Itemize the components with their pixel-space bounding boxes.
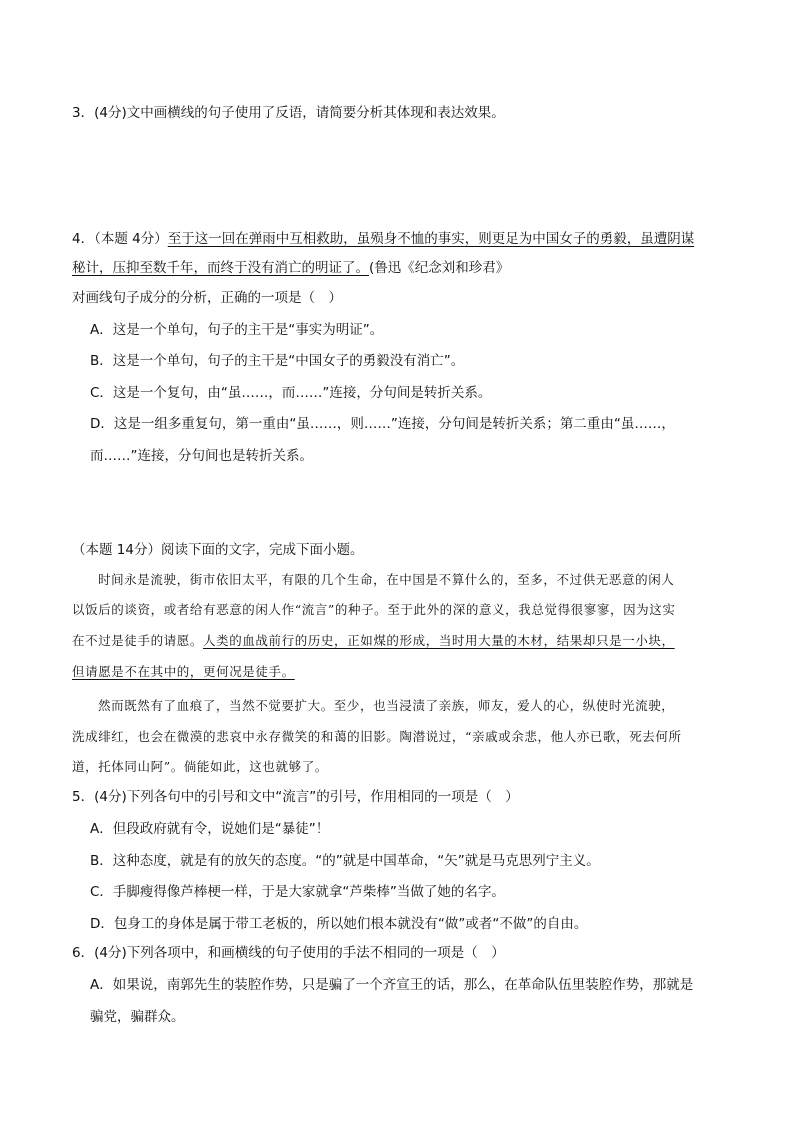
question-4-stem: 对画线句子成分的分析，正确的一项是（ ） (72, 290, 342, 306)
question-4-line-1 (72, 229, 694, 249)
question-6-option-a: A．如果说，南郭先生的装腔作势，只是骗了一个齐宣王的话，那么，在革命队伍里装腔作势，那就是 (90, 977, 694, 993)
question-6-option-a-cont: 骗党，骗群众。 (90, 1009, 185, 1025)
question-5-option-d: D．包身工的身体是属于带工老板的，所以她们根本就没有“做”或者“不做”的自由。 (90, 916, 588, 932)
passage-p1-line-4: 但请愿是不在其中的，更何况是徒手。 (72, 664, 295, 679)
passage-p1-line-3 (72, 631, 675, 651)
question-6-stem: 6．(4分)下列各项中，和画横线的句子使用的手法不相同的一项是（ ） (72, 945, 505, 961)
passage-underlined-sentence: 人类的血战前行的历史，正如煤的形成，当时用大量的木材，结果却只是一小块， (203, 633, 675, 648)
question-4-line-2 (72, 258, 509, 278)
passage-p2-line-2: 洗成绯红，也会在微漠的悲哀中永存微笑的和蔼的旧影。陶潜说过，“亲戚或余悲，他人亦已歌，死去何所 (72, 729, 682, 744)
passage-p2-line-1: 然而既然有了血痕了，当然不觉要扩大。至少，也当浸渍了亲族，师友，爱人的心，纵使时光流驶， (98, 698, 675, 713)
question-5-option-c: C．手脚瘦得像芦棒梗一样，于是大家就拿“芦柴棒”当做了她的名字。 (90, 884, 505, 900)
question-4-prefix: 4．（本题 4分） (72, 231, 168, 247)
question-4-option-b: B．这是一个单句，句子的主干是“中国女子的勇毅没有消亡”。 (90, 353, 465, 369)
question-4-underlined-sentence-cont: 秘计，压抑至数千年，而终于没有消亡的明证了。 (72, 260, 369, 276)
question-4-option-c: C．这是一个复句，由“虽……，而……”连接，分句间是转折关系。 (90, 385, 492, 401)
question-5-stem: 5．(4分)下列各句中的引号和文中“流言”的引号，作用相同的一项是（ ） (72, 789, 519, 805)
passage-p1-line-1: 时间永是流驶，街市依旧太平，有限的几个生命，在中国是不算什么的，至多，不过供无恶意的闲人 (98, 572, 675, 587)
question-4-source: (鲁迅《纪念刘和珍君》 (369, 260, 510, 276)
question-4-option-a: A．这是一个单句，句子的主干是“事实为明证”。 (90, 322, 384, 338)
question-4-option-d-cont: 而……”连接，分句间也是转折关系。 (90, 448, 313, 464)
question-3: 3．(4分)文中画横线的句子使用了反语，请简要分析其体现和表达效果。 (72, 105, 505, 121)
passage-p2-line-3: 道，托体同山阿”。倘能如此，这也就够了。 (72, 759, 328, 774)
passage-p1-line-2: 以饭后的谈资，或者给有恶意的闲人作“流言”的种子。至于此外的深的意义，我总觉得很寥寥，因为这实 (72, 602, 676, 617)
question-5-option-b: B．这种态度，就是有的放矢的态度。“的”就是中国革命，“矢”就是马克思列宁主义。 (90, 853, 600, 869)
question-5-option-a: A．但段政府就有令，说她们是“暴徒”！ (90, 821, 330, 837)
question-4-option-d: D．这是一组多重复句，第一重由“虽……，则……”连接，分句间是转折关系；第二重由“虽……， (90, 416, 675, 432)
question-4-underlined-sentence: 至于这一回在弹雨中互相救助，虽殒身不恤的事实，则更足为中国女子的勇毅，虽遭阴谋 (167, 231, 695, 247)
passage-intro: （本题 14分）阅读下面的文字，完成下面小题。 (72, 542, 364, 558)
passage-plain-text: 在不过是徒手的请愿。 (72, 633, 204, 648)
